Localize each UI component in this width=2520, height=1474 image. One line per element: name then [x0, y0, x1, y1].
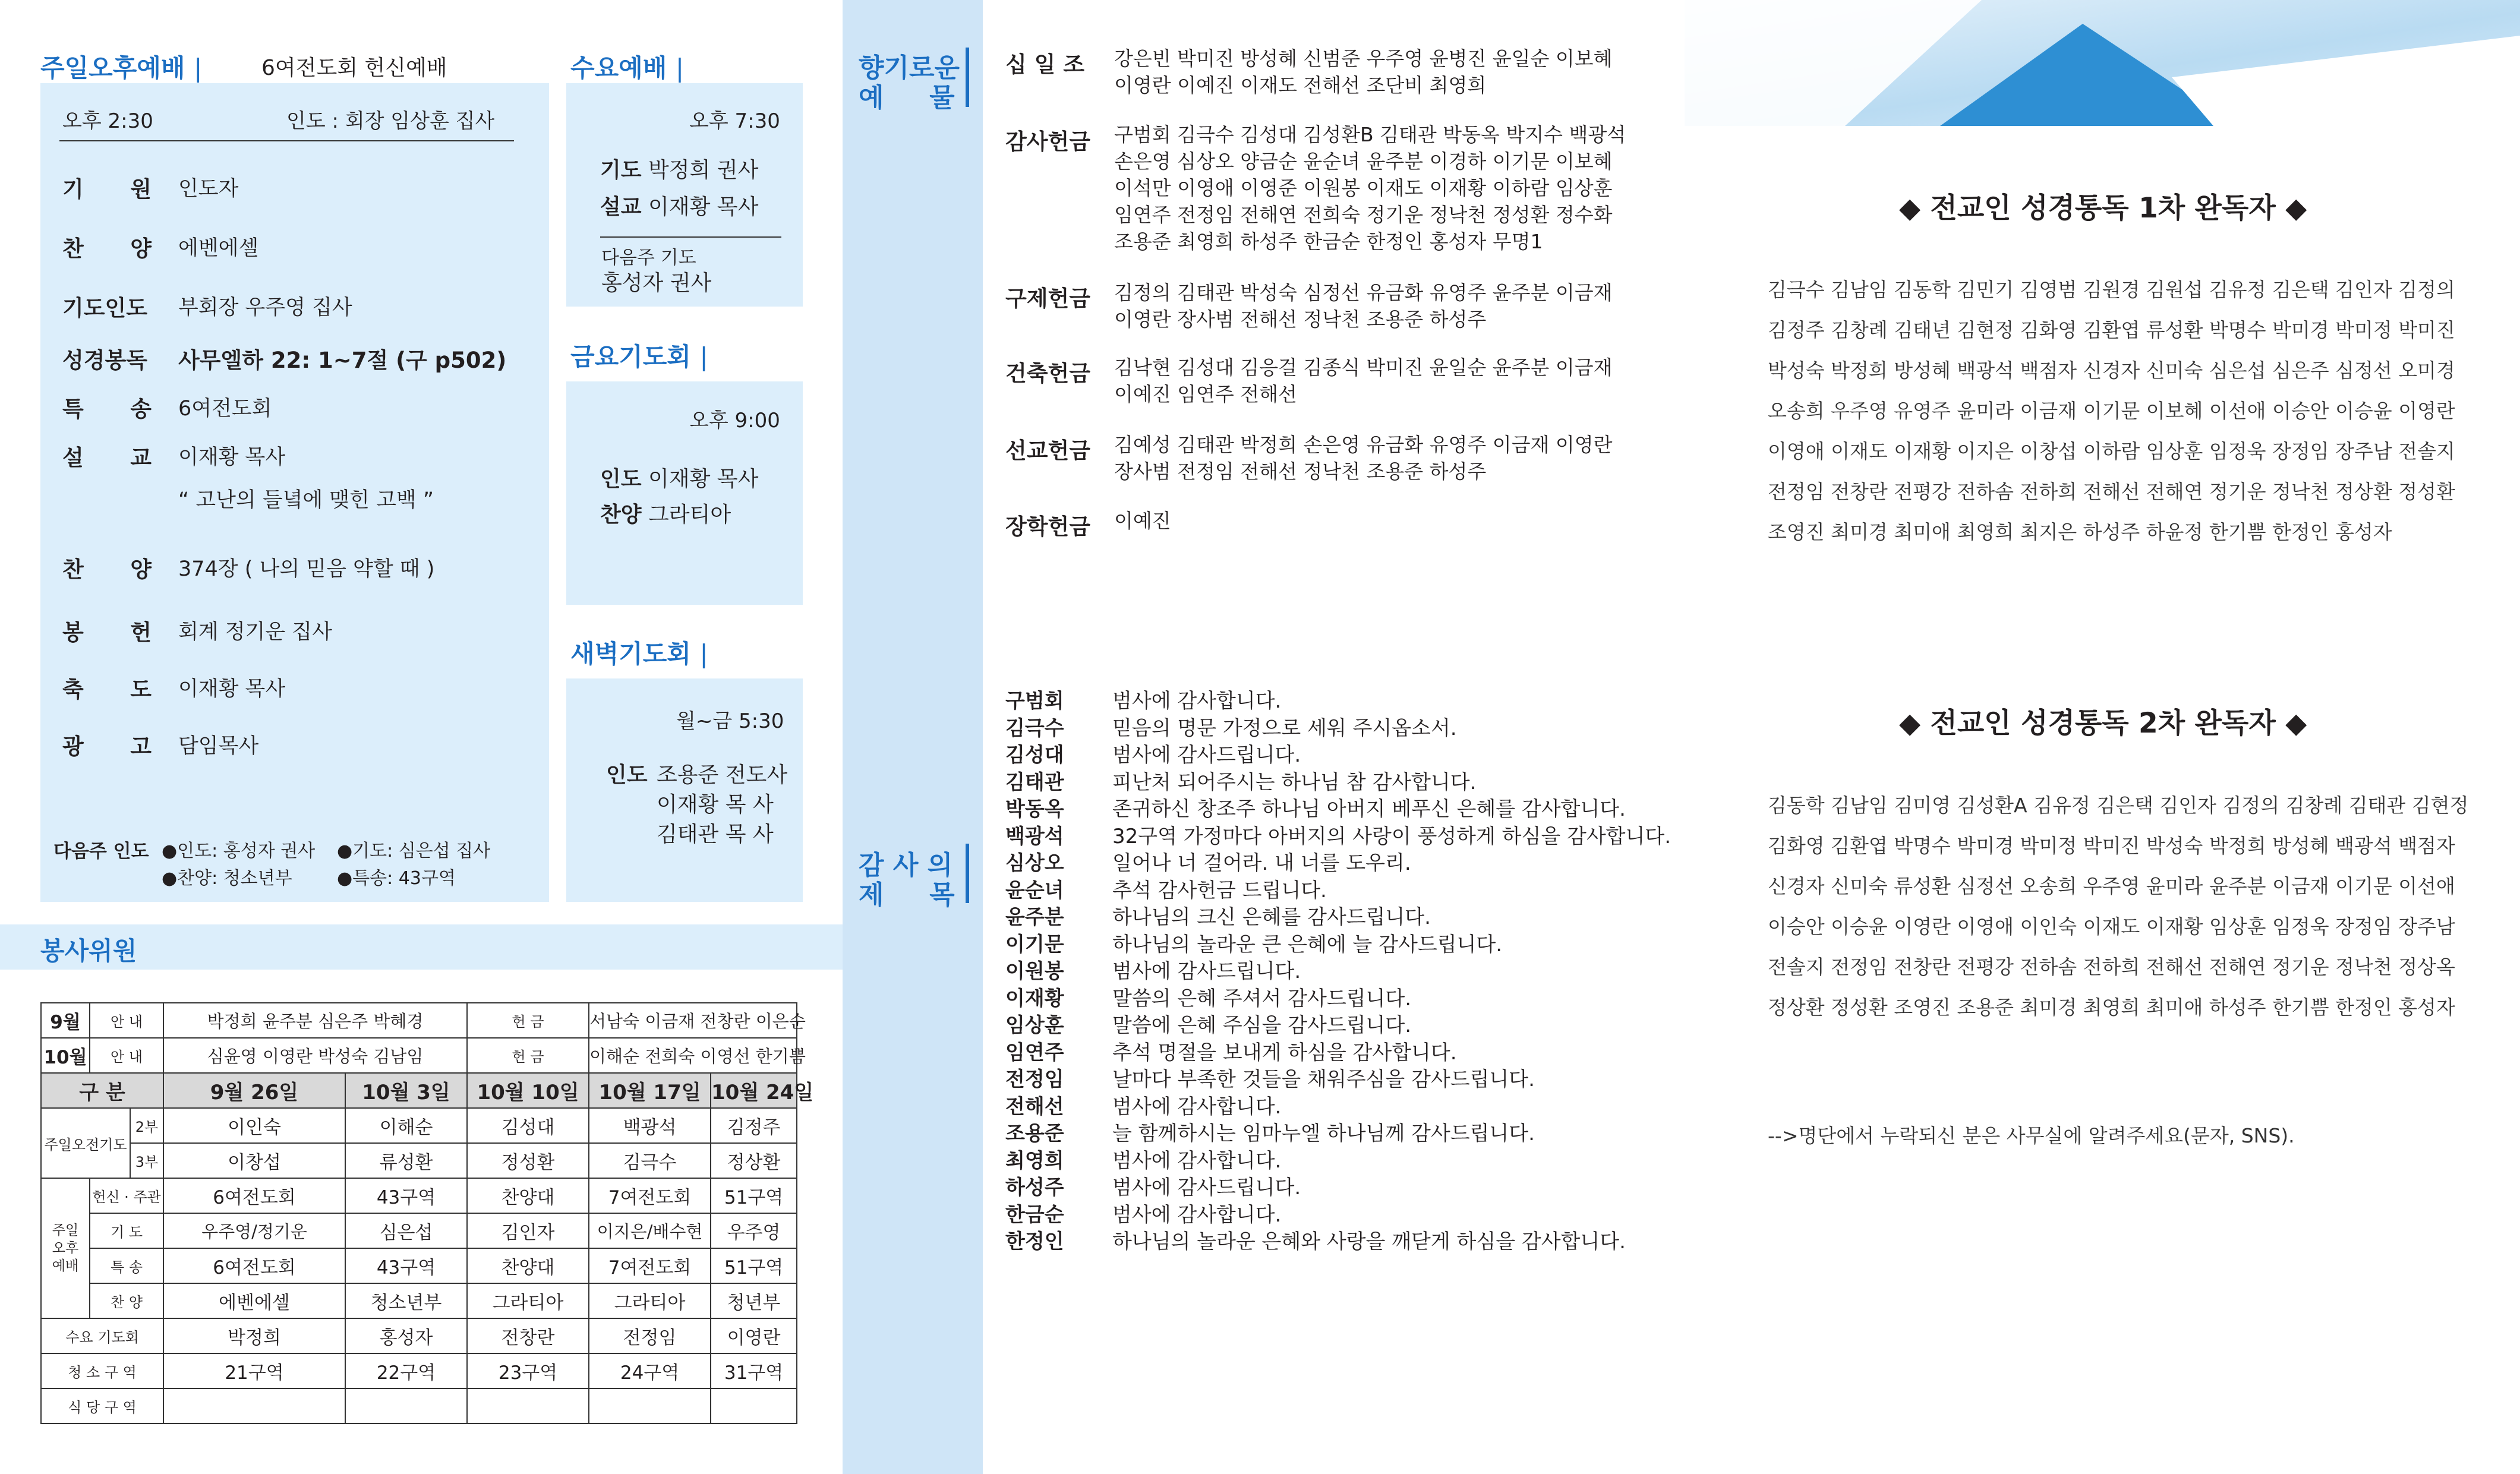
thanks-item: 이원봉 범사에 감사드립니다.	[1005, 959, 1301, 983]
thanks-item: 한정인 하나님의 놀라운 은혜와 사랑을 깨닫게 하심을 감사합니다.	[1005, 1230, 1626, 1254]
committee-header: 봉사위원	[40, 936, 137, 965]
sunday-pm-header: 주일오후예배 |	[40, 53, 203, 83]
notice-text: -->명단에서 누락되신 분은 사무실에 알려주세요(문자, SNS).	[1768, 1124, 2295, 1147]
thanks-item: 구범회 범사에 감사합니다.	[1005, 689, 1282, 713]
table-row: 3부 이창섭 류성환 정성환 김극수 정상환	[41, 1143, 797, 1178]
next-week-item: ●기도: 심은섭 집사	[337, 841, 491, 861]
bible2-title: ◆ 전교인 성경통독 2차 완독자 ◆	[1899, 707, 2307, 740]
dawn-leader: 조용준 전도사	[657, 763, 788, 787]
thanks-item: 김태관 피난처 되어주시는 하나님 참 감사합니다.	[1005, 771, 1477, 794]
thanks-item: 최영희 범사에 감사합니다.	[1005, 1149, 1282, 1173]
thanks-item: 이재황 말씀의 은혜 주셔서 감사드립니다.	[1005, 987, 1412, 1011]
committee-table	[40, 1002, 814, 1424]
table-row: 주일 오후 예배 헌신 · 주관 6여전도회 43구역 찬양대 7여전도회 51구역	[41, 1178, 797, 1213]
wednesday-line: 기도 박정희 권사	[600, 158, 759, 182]
thanks-item: 조용준 늘 함께하시는 임마누엘 하나님께 감사드립니다.	[1005, 1122, 1535, 1145]
dawn-header: 새벽기도회 |	[570, 639, 708, 668]
thanks-item: 김극수 믿음의 명문 가정으로 세워 주시옵소서.	[1005, 717, 1457, 740]
friday-line: 찬양 그라티아	[600, 503, 731, 527]
friday-header: 금요기도회 |	[570, 342, 708, 371]
dawn-time: 월~금 5:30	[676, 709, 784, 733]
friday-time: 오후 9:00	[689, 409, 780, 433]
bible1-title: ◆ 전교인 성경통독 1차 완독자 ◆	[1899, 192, 2307, 225]
sunday-pm-time: 오후 2:30	[62, 109, 153, 133]
table-row: 식 당 구 역	[41, 1388, 797, 1424]
offering-header-bar	[966, 48, 969, 107]
wednesday-line: 설교 이재황 목사	[600, 195, 759, 219]
thanks-item: 임상훈 말씀에 은혜 주심을 감사드립니다.	[1005, 1014, 1412, 1037]
thanks-item: 심상오 일어나 너 걸어라. 내 너를 도우리.	[1005, 851, 1411, 875]
thanks-header-bar	[966, 844, 969, 903]
thanks-item: 이기문 하나님의 놀라운 큰 은혜에 늘 감사드립니다.	[1005, 933, 1503, 957]
sky-banner	[1685, 0, 2520, 126]
wednesday-next-value: 홍성자 권사	[601, 271, 712, 295]
next-week-item: ●특송: 43구역	[337, 868, 456, 889]
bible1-names: 김극수 김남임 김동학 김민기 김영범 김원경 김원섭 김유정 김은택 김인자 김정의 김정주 김창례 김태년 김현정 김화영 김환엽 류성환 박명수 박미경 박미정 박미진 박성숙 박정희 방성혜 백광석 백점자 신경자 신미숙 심은섭 심은주 심정선 오미경 오송희 우주영 유영주 윤미라 이금재 이기문 이보혜 이선애 이승안 이승윤 이영란 이영애 이재도 이재황 이지은 이창섭 이하람 임상훈 임정욱 장정임 장주남 전솔지 전정임 전창란 전평강 전하솜 전하희 전해선 전해연 정기운 정낙천 정상환 정성환 조영진 최미경 최미애 최영희 최지은 하성주 하윤정 한기쁨 한정인 홍성자	[1768, 278, 2455, 544]
thanks-item: 백광석 32구역 가정마다 아버지의 사랑이 풍성하게 하심을 감사합니다.	[1005, 825, 1671, 848]
thanks-item: 전해선 범사에 감사합니다.	[1005, 1095, 1282, 1119]
wednesday-time: 오후 7:30	[689, 109, 780, 133]
middle-strip	[843, 0, 983, 1474]
table-header-row: 구 분 9월 26일 10월 3일 10월 10일 10월 17일 10월 24일	[41, 1073, 797, 1108]
dawn-lead-label: 인도	[606, 763, 648, 787]
thanks-item: 하성주 범사에 감사드립니다.	[1005, 1176, 1301, 1200]
wednesday-divider	[600, 236, 781, 238]
dawn-leader: 이재황 목 사	[657, 793, 774, 817]
table-row: 9월 안 내 박정희 윤주분 심은주 박혜경 헌 금 서남숙 이금재 전창란 이은순	[41, 1003, 797, 1038]
next-week-label: 다음주 인도	[53, 841, 149, 862]
thanks-item: 김성대 범사에 감사드립니다.	[1005, 743, 1301, 767]
wednesday-header: 수요예배 |	[570, 53, 685, 83]
thanks-item: 임연주 추석 명절을 보내게 하심을 감사합니다.	[1005, 1041, 1457, 1065]
table-row: 청 소 구 역 21구역 22구역 23구역 24구역 31구역	[41, 1353, 797, 1388]
sunday-pm-subtitle: 6여전도회 헌신예배	[261, 56, 447, 80]
next-week-item: ●찬양: 청소년부	[162, 868, 292, 889]
friday-line: 인도 이재황 목사	[600, 467, 759, 491]
table-row: 기 도 우주영/정기운 심은섭 김인자 이지은/배수현 우주영	[41, 1213, 797, 1248]
wednesday-next-label: 다음주 기도	[601, 247, 696, 269]
sunday-pm-divider	[59, 140, 514, 141]
sermon-title: “ 고난의 들녘에 맺힌 고백 ”	[178, 488, 434, 512]
thanks-item: 전정임 날마다 부족한 것들을 채워주심을 감사드립니다.	[1005, 1068, 1535, 1091]
table-row: 10월 안 내 심윤영 이영란 박성숙 김남임 헌 금 이해순 전희숙 이영선 한기쁨	[41, 1038, 797, 1073]
sunday-pm-leader: 인도 : 회장 임상훈 집사	[286, 109, 495, 133]
thanks-item: 한금순 범사에 감사합니다.	[1005, 1203, 1282, 1227]
table-row: 찬 양 에벤에셀 청소년부 그라티아 그라티아 청년부	[41, 1283, 797, 1318]
thanks-item: 윤순녀 추석 감사헌금 드립니다.	[1005, 879, 1327, 902]
next-week-item: ●인도: 홍성자 권사	[162, 841, 316, 861]
thanks-item: 박동옥 존귀하신 창조주 하나님 아버지 베푸신 은혜를 감사합니다.	[1005, 797, 1626, 821]
table-row: 특 송 6여전도회 43구역 찬양대 7여전도회 51구역	[41, 1248, 797, 1283]
thanks-item: 윤주분 하나님의 크신 은혜를 감사드립니다.	[1005, 905, 1431, 929]
table-row: 주일오전기도 2부 이인숙 이해순 김성대 백광석 김정주	[41, 1108, 797, 1143]
bible2-names: 김동학 김남임 김미영 김성환A 김유정 김은택 김인자 김정의 김창례 김태관 김현정 김화영 김환엽 박명수 박미경 박미정 박미진 박성숙 박정희 방성혜 백광석 백점자 신경자 신미숙 류성환 심정선 오송희 우주영 윤미라 윤주분 이금재 이기문 이선애 이승안 이승윤 이영란 이영애 이인숙 이재도 이재황 임상훈 임정욱 장정임 장주남 전솔지 전정임 전창란 전평강 전하솜 전하희 전해선 전해연 정기운 정낙천 정상옥 정상환 정성환 조영진 조용준 최미경 최영희 최미애 하성주 한기쁨 한정인 홍성자	[1768, 794, 2469, 1019]
dawn-leader: 김태관 목 사	[657, 822, 774, 847]
table-row: 수요 기도회 박정희 홍성자 전창란 전정임 이영란	[41, 1318, 797, 1353]
